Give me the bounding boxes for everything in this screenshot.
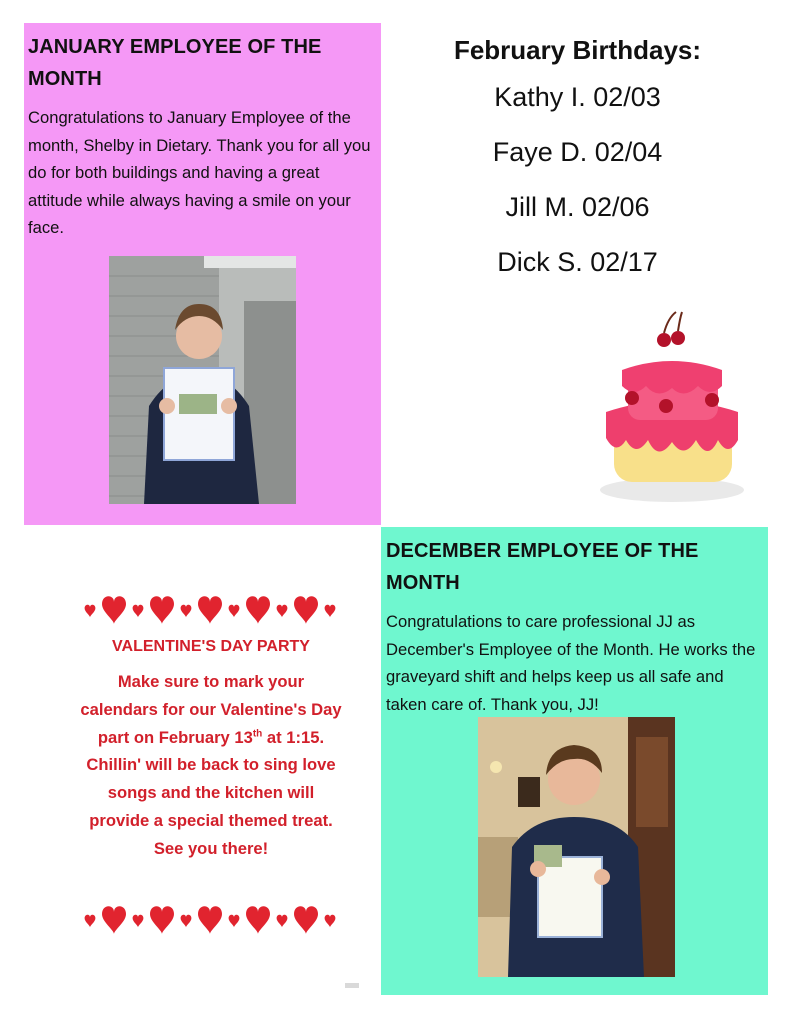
- decorative-speck: [345, 983, 359, 988]
- birthday-item: Jill M. 02/06: [505, 192, 650, 222]
- december-employee-panel: [381, 527, 768, 995]
- january-heading: JANUARY EMPLOYEE OF THE MONTH: [28, 36, 322, 90]
- january-text: Congratulations to January Employee of the month, Shelby in Dietary. Thank you for all you do for both buildings and having a great attitude while always having a smile on your face.: [28, 108, 371, 237]
- december-text: Congratulations to care professional JJ as December's Employee of the Month. He works the graveyard shift and helps keep us all safe and taken care of. Thank you, JJ!: [386, 612, 756, 714]
- january-employee-panel: [24, 23, 381, 525]
- valentines-text: Make sure to mark your calendars for our Valentine's Day part on February 13th at 1:15. Chillin' will be back to sing love songs and the kitchen will provide a special themed treat. See you there!: [80, 672, 342, 858]
- birthdays-title: February Birthdays:: [453, 35, 702, 65]
- valentines-party-notice: [80, 590, 342, 863]
- january-employee-photo: [109, 256, 296, 504]
- birthday-item: Dick S. 02/17: [497, 247, 658, 277]
- february-birthdays: [425, 30, 730, 290]
- birthday-item: Faye D. 02/04: [492, 137, 663, 167]
- december-heading: DECEMBER EMPLOYEE OF THE MONTH: [386, 540, 699, 594]
- birthday-item: Kathy I. 02/03: [494, 82, 661, 112]
- december-employee-photo: [478, 717, 675, 977]
- birthday-cake-icon: [592, 300, 752, 510]
- hearts-row-top: [80, 590, 342, 630]
- valentines-title: VALENTINE'S DAY PARTY: [112, 638, 310, 655]
- hearts-row-bottom: [80, 900, 342, 940]
